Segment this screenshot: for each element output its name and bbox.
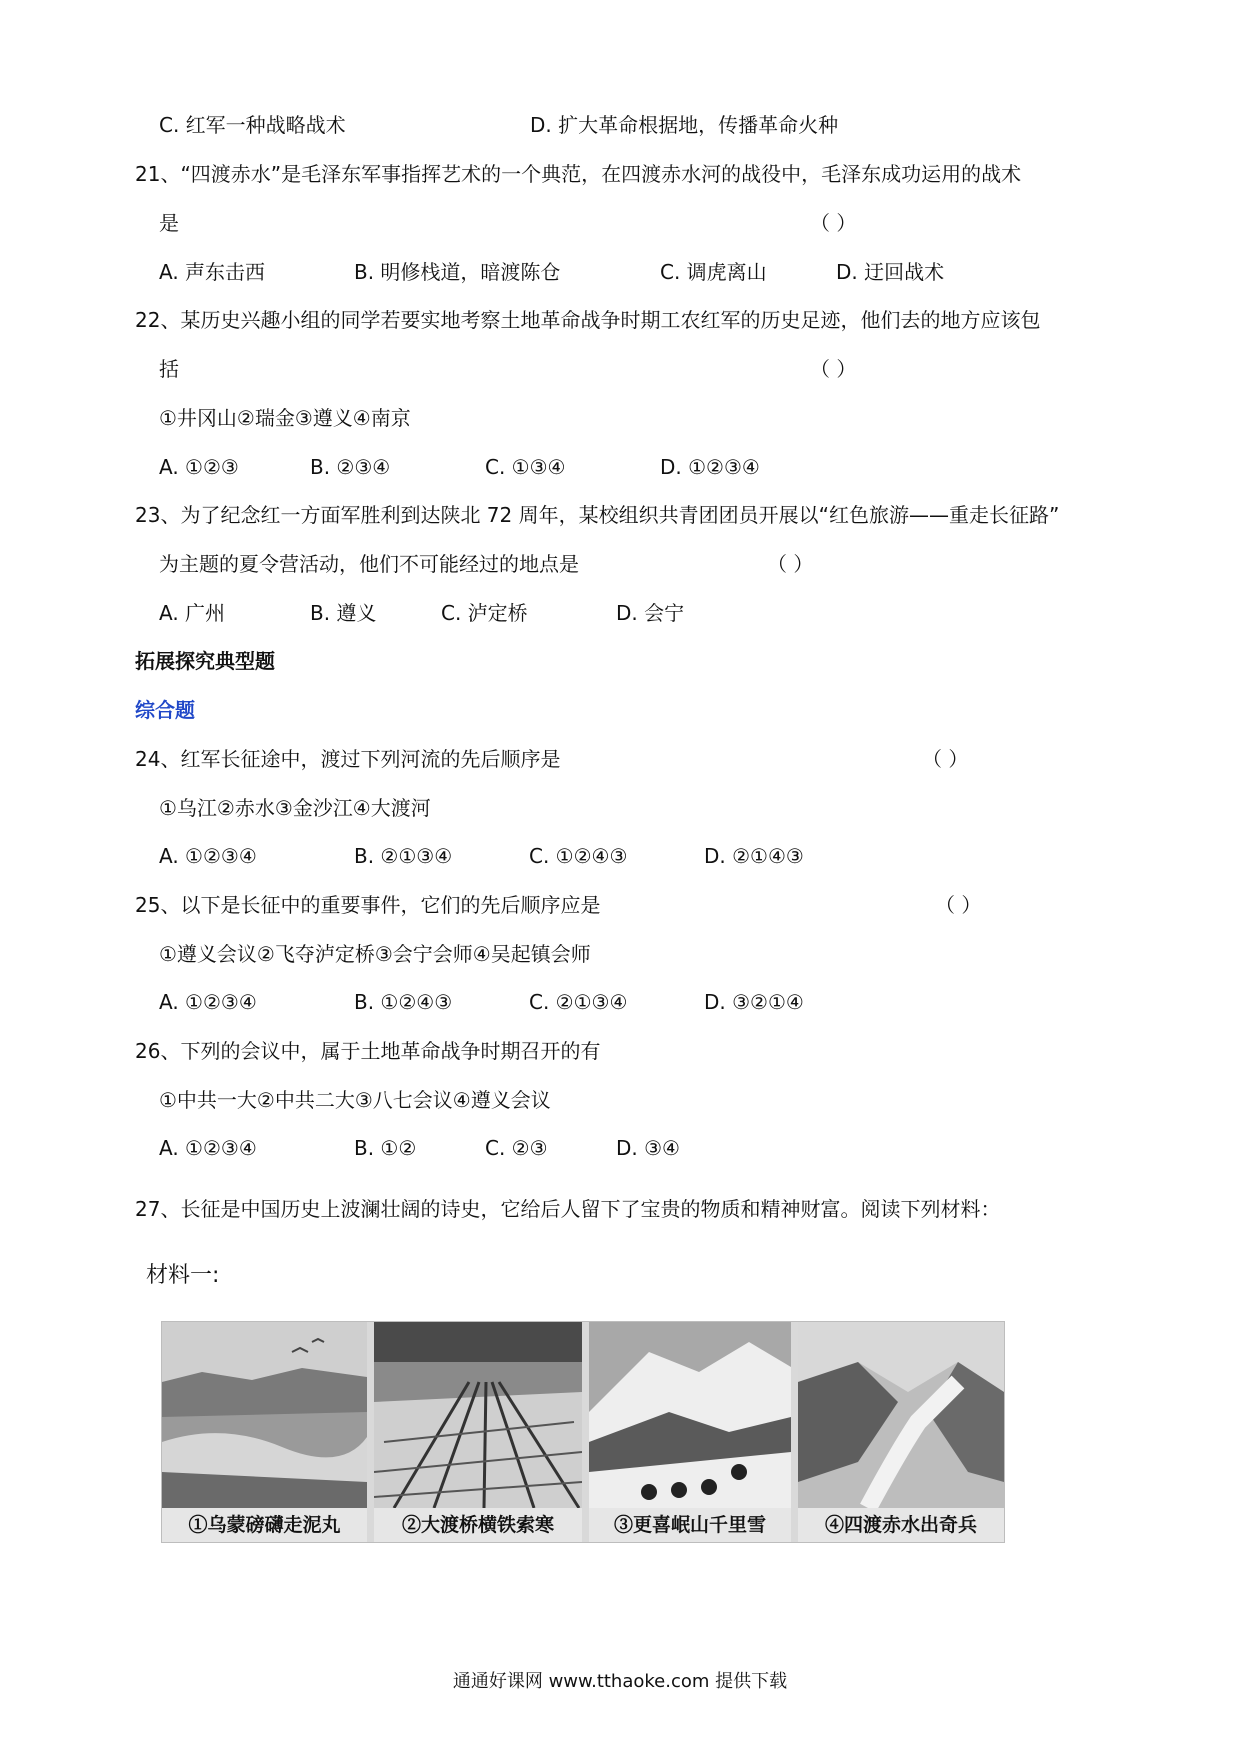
- subsection-title: 综合题: [135, 698, 195, 722]
- answer-blank-24: （ ）: [922, 747, 969, 771]
- section-title: 拓展探究典型题: [135, 649, 275, 673]
- question-21-text: 21、“四渡赤水”是毛泽东军事指挥艺术的一个典范，在四渡赤水河的战役中，毛泽东成功运用的战术: [135, 162, 1022, 186]
- q21-option-b: B. 明修栈道，暗渡陈仓: [354, 260, 561, 284]
- q23-option-b: B. 遵义: [310, 601, 377, 625]
- q21-option-c: C. 调虎离山: [660, 260, 767, 284]
- q24-option-a: A. ①②③④: [159, 844, 257, 868]
- q24-option-b: B. ②①③④: [354, 844, 453, 868]
- photo-caption-1: ①乌蒙磅礴走泥丸: [162, 1508, 367, 1542]
- q23-option-c: C. 泸定桥: [441, 601, 528, 625]
- question-26-text: 26、下列的会议中，属于土地革命战争时期召开的有: [135, 1039, 601, 1063]
- photo-strip: [161, 1321, 1005, 1543]
- option-d: D. 扩大革命根据地，传播革命火种: [530, 113, 839, 137]
- answer-blank-21: （ ）: [810, 211, 857, 235]
- q24-option-c: C. ①②④③: [529, 844, 628, 868]
- question-21-text-cont: 是: [159, 211, 179, 235]
- question-22-text-cont: 括: [159, 357, 179, 381]
- q21-option-d: D. 迂回战术: [836, 260, 945, 284]
- q25-option-d: D. ③②①④: [704, 990, 804, 1014]
- q26-option-a: A. ①②③④: [159, 1136, 257, 1160]
- q25-option-a: A. ①②③④: [159, 990, 257, 1014]
- question-25-text: 25、以下是长征中的重要事件，它们的先后顺序应是: [135, 893, 601, 917]
- photo-caption-2: ②大渡桥横铁索寒: [374, 1508, 582, 1542]
- question-22-items: ①井冈山②瑞金③遵义④南京: [159, 406, 411, 430]
- answer-blank-25: （ ）: [935, 893, 982, 917]
- question-26-items: ①中共一大②中共二大③八七会议④遵义会议: [159, 1088, 551, 1112]
- photo-dadu-bridge: [374, 1322, 582, 1542]
- q23-option-a: A. 广州: [159, 601, 226, 625]
- photo-minshan-snow: [589, 1322, 791, 1542]
- q25-option-c: C. ②①③④: [529, 990, 628, 1014]
- answer-blank-23: （ ）: [767, 552, 814, 576]
- question-24-items: ①乌江②赤水③金沙江④大渡河: [159, 796, 431, 820]
- question-24-text: 24、红军长征途中，渡过下列河流的先后顺序是: [135, 747, 561, 771]
- question-23-text: 23、为了纪念红一方面军胜利到达陕北 72 周年，某校组织共青团团员开展以“红色旅游——重走长征路”: [135, 503, 1060, 527]
- q22-option-d: D. ①②③④: [660, 455, 760, 479]
- q22-option-c: C. ①③④: [485, 455, 566, 479]
- answer-blank-22: （ ）: [810, 357, 857, 381]
- footer-text: 通通好课网 www.tthaoke.com 提供下载: [452, 1671, 788, 1692]
- option-c: C. 红军一种战略战术: [159, 113, 346, 137]
- photo-wumeng: [162, 1322, 367, 1542]
- question-23-text-cont: 为主题的夏令营活动，他们不可能经过的地点是: [159, 552, 579, 576]
- question-27-text: 27、长征是中国历史上波澜壮阔的诗史，它给后人留下了宝贵的物质和精神财富。阅读下列材料：: [135, 1197, 1001, 1221]
- photo-caption-3: ③更喜岷山千里雪: [589, 1508, 791, 1542]
- q26-option-c: C. ②③: [485, 1136, 548, 1160]
- q22-option-b: B. ②③④: [310, 455, 391, 479]
- q21-option-a: A. 声东击西: [159, 260, 266, 284]
- q23-option-d: D. 会宁: [616, 601, 685, 625]
- photo-caption-4: ④四渡赤水出奇兵: [798, 1508, 1004, 1542]
- q22-option-a: A. ①②③: [159, 455, 239, 479]
- q25-option-b: B. ①②④③: [354, 990, 453, 1014]
- q26-option-d: D. ③④: [616, 1136, 680, 1160]
- material-label: 材料一:: [146, 1263, 220, 1288]
- photo-chishui-river: [798, 1322, 1004, 1542]
- q26-option-b: B. ①②: [354, 1136, 417, 1160]
- question-22-text: 22、某历史兴趣小组的同学若要实地考察土地革命战争时期工农红军的历史足迹，他们去的地方应该包: [135, 308, 1041, 332]
- q24-option-d: D. ②①④③: [704, 844, 804, 868]
- question-25-items: ①遵义会议②飞夺泸定桥③会宁会师④吴起镇会师: [159, 942, 591, 966]
